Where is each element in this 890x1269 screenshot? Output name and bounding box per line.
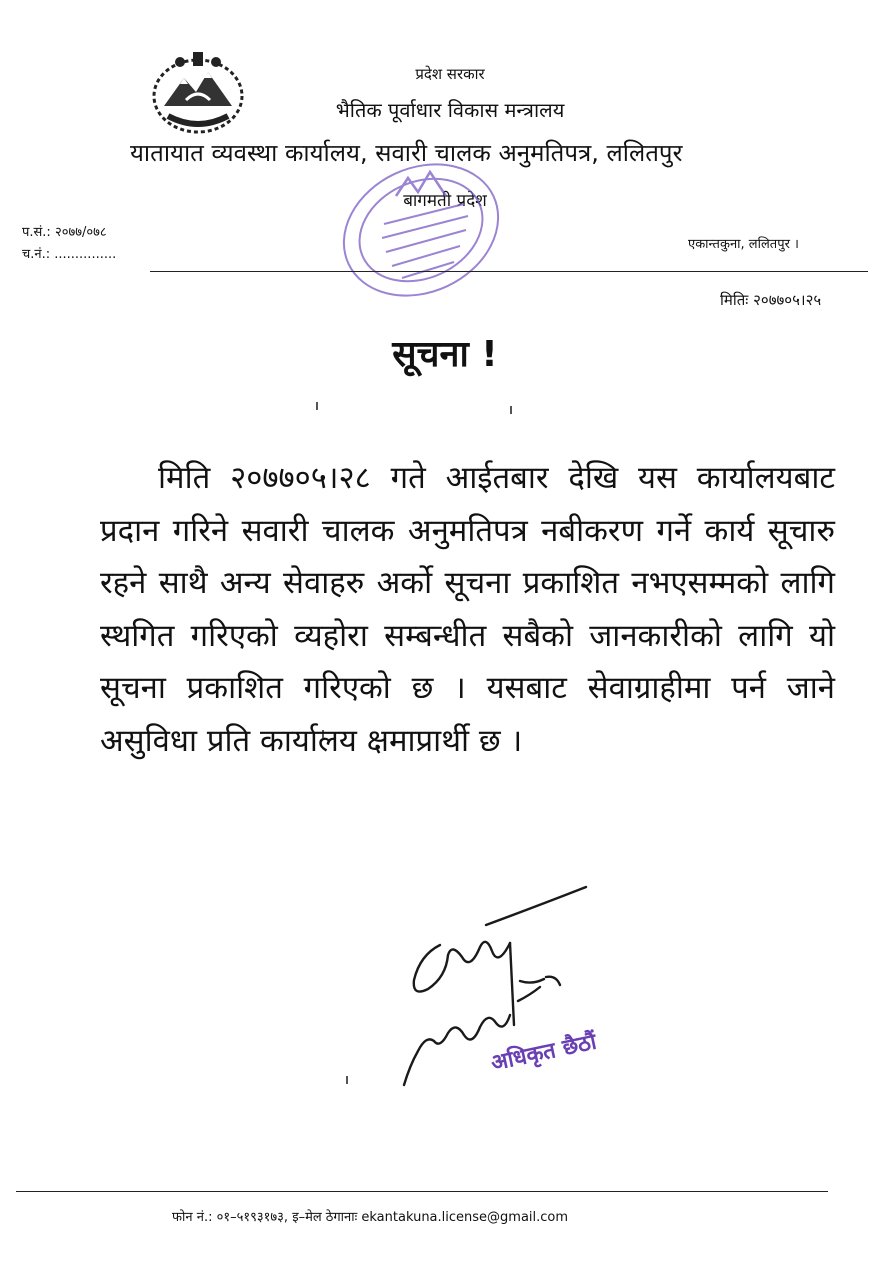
header-province-name: बागमती प्रदेश (403, 191, 487, 211)
footer-contact: फोन नं.: ०१–५१९३१७३, इ–मेल ठेगानाः ekantakuna.license@gmail.com (172, 1210, 569, 1225)
header-divider (150, 271, 868, 272)
notice-title: सूचना ! (392, 334, 498, 375)
notice-body: मिति २०७७०५।२८ गते आईतबार देखि यस कार्यालयबाट प्रदान गरिने सवारी चालक अनुमतिपत्र नबीकरण गर्ने कार्य सूचारु रहने साथै अन्य सेवाहरु अर्को सूचना प्रकाशित नभएसम्मको लागि स्थगित गरिएको व्यहोरा सम्बन्धीत सबैको जानकारीको लागि यो सूचना प्रकाशित गरिएको छ । यसबाट सेवाग्राहीमा पर्न जाने असुविधा प्रति कार्यालय क्षमाप्रार्थी छ । (100, 460, 835, 759)
header-ministry-name: भैतिक पूर्वाधार विकास मन्त्रालय (335, 98, 565, 122)
footer-divider (16, 1191, 828, 1192)
office-seal-stamp (326, 162, 516, 298)
scan-speck (346, 1076, 348, 1084)
reference-number: प.सं.: २०७७/०७८ (22, 225, 107, 240)
header-government-name: प्रदेश सरकार (415, 65, 485, 83)
office-address: एकान्तकुना, ललितपुर । (688, 237, 799, 252)
scan-speck (510, 406, 512, 414)
officer-rank-stamp: अधिकृत छैठौं (488, 1029, 599, 1077)
scan-speck (316, 402, 318, 410)
notice-date: मितिः २०७७०५।२५ (720, 291, 822, 309)
header-office-name: यातायात व्यवस्था कार्यालय, सवारी चालक अनुमतिपत्र, ललितपुर (130, 139, 683, 167)
dispatch-number: च.नं.: ............... (22, 247, 117, 262)
